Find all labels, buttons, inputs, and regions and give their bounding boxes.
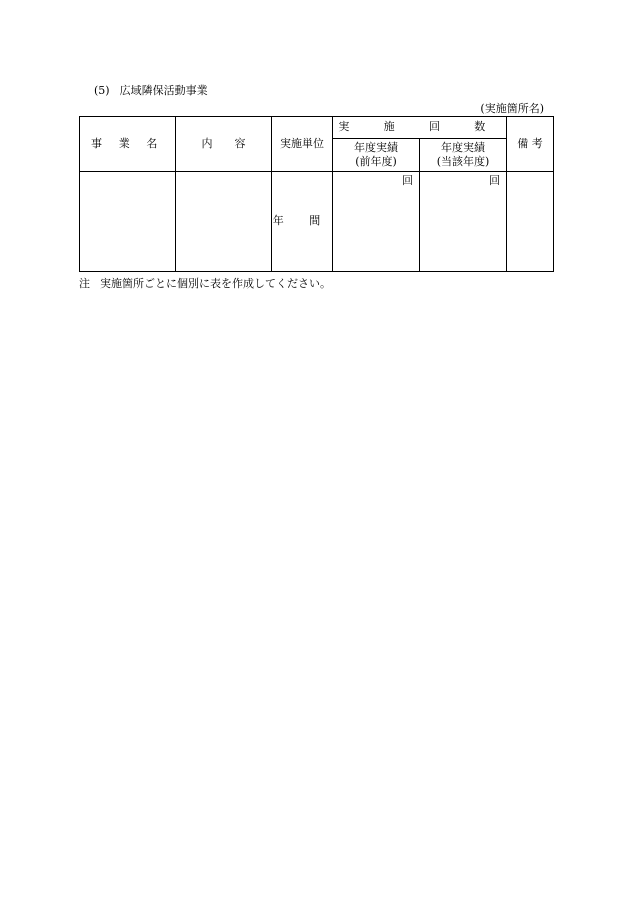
section-number: (5) — [94, 84, 110, 97]
header-business-name: 事 業 名 — [80, 117, 176, 172]
header-unit: 実施単位 — [272, 117, 333, 172]
table-row — [80, 172, 554, 272]
cell-business-name[interactable] — [80, 172, 176, 272]
header-remarks: 備 考 — [507, 117, 554, 172]
header-current-year: 年度実績 (当該年度) — [420, 139, 507, 172]
cell-content[interactable] — [176, 172, 272, 272]
header-prev-year: 年度実績 (前年度) — [333, 139, 420, 172]
section-heading — [94, 82, 208, 98]
unit-note: (実施箇所名) — [480, 102, 544, 115]
header-count-group: 実 施 回 数 — [333, 117, 507, 139]
header-content: 内 容 — [176, 117, 272, 172]
cell-unit: 年 間 — [272, 172, 333, 272]
footnote-text: 実施箇所ごとに個別に表を作成してください。 — [100, 277, 331, 290]
footnote-mark: 注 — [79, 277, 90, 290]
activity-table — [79, 116, 554, 272]
section-title: 広域隣保活動事業 — [119, 84, 208, 97]
current-year-unit: 回 — [489, 174, 501, 187]
prev-year-unit: 回 — [402, 174, 413, 187]
footnote — [79, 275, 331, 291]
cell-current-year[interactable] — [420, 172, 507, 272]
cell-remarks[interactable] — [507, 172, 554, 272]
cell-prev-year[interactable] — [333, 172, 420, 272]
